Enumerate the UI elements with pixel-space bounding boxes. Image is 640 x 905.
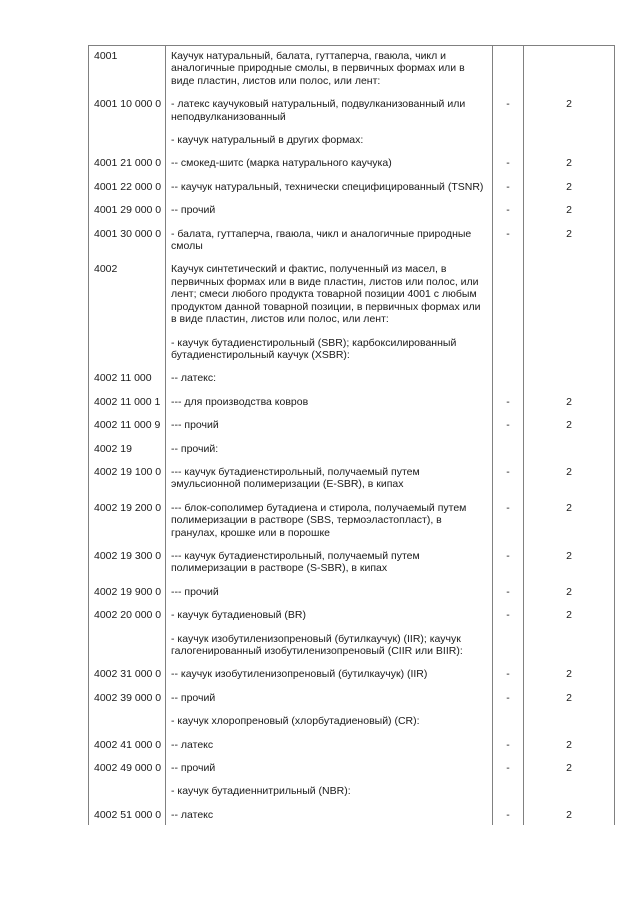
- tariff-table-row: [89, 609, 615, 632]
- commodity-description: -- прочий: [166, 762, 493, 785]
- unit-column-value: -: [493, 739, 524, 762]
- commodity-description: -- латекс: [166, 809, 493, 825]
- unit-column-value: -: [493, 396, 524, 419]
- commodity-code: 4002 51 000 0: [89, 809, 166, 825]
- commodity-description: -- латекс:: [166, 372, 493, 395]
- tariff-table-row: [89, 181, 615, 204]
- commodity-code: 4001 21 000 0: [89, 157, 166, 180]
- unit-column-value: -: [493, 586, 524, 609]
- tariff-table-row: [89, 204, 615, 227]
- unit-column-value: -: [493, 419, 524, 442]
- commodity-description: --- прочий: [166, 419, 493, 442]
- rate-column-value: 2: [524, 157, 615, 180]
- unit-column-value: [493, 443, 524, 466]
- tariff-table-row: [89, 98, 615, 134]
- tariff-table-row: [89, 443, 615, 466]
- rate-column-value: 2: [524, 692, 615, 715]
- tariff-table-row: [89, 396, 615, 419]
- unit-column-value: -: [493, 98, 524, 134]
- tariff-table-row: [89, 134, 615, 157]
- tariff-table-row: [89, 633, 615, 669]
- commodity-description: - каучук бутадиеннитрильный (NBR):: [166, 785, 493, 808]
- commodity-code: [89, 134, 166, 157]
- tariff-table-row: [89, 419, 615, 442]
- rate-column-value: [524, 134, 615, 157]
- commodity-code: 4001 30 000 0: [89, 228, 166, 264]
- unit-column-value: -: [493, 228, 524, 264]
- commodity-description: --- блок-сополимер бутадиена и стирола, получаемый путем полимеризации в растворе (SBS, термоэластопласт), в гранулах, крошке или в порошке: [166, 502, 493, 550]
- unit-column-value: -: [493, 609, 524, 632]
- commodity-code: 4002 19 900 0: [89, 586, 166, 609]
- unit-column-value: [493, 633, 524, 669]
- unit-column-value: -: [493, 157, 524, 180]
- rate-column-value: [524, 263, 615, 336]
- unit-column-value: [493, 785, 524, 808]
- tariff-table-row: [89, 263, 615, 336]
- commodity-code: 4002 41 000 0: [89, 739, 166, 762]
- rate-column-value: 2: [524, 466, 615, 502]
- tariff-table-row: [89, 739, 615, 762]
- commodity-code: 4001 22 000 0: [89, 181, 166, 204]
- tariff-table-row: [89, 809, 615, 825]
- rate-column-value: 2: [524, 419, 615, 442]
- tariff-table-row: [89, 157, 615, 180]
- commodity-description: - каучук бутадиенстирольный (SBR); карбоксилированный бутадиенстирольный каучук (XSBR):: [166, 337, 493, 373]
- unit-column-value: -: [493, 204, 524, 227]
- commodity-code: 4001: [89, 46, 166, 99]
- tariff-table-row: [89, 586, 615, 609]
- commodity-description: Каучук синтетический и фактис, полученный из масел, в первичных формах или в виде пластин, листов или полос, или лент; смеси любого продукта товарной позиции 4001 с любым продуктом данной товарной позиции, в первичных формах или в виде пластин, листов или полос, или лент:: [166, 263, 493, 336]
- unit-column-value: [493, 715, 524, 738]
- rate-column-value: [524, 46, 615, 99]
- commodity-code: [89, 337, 166, 373]
- commodity-code: 4002 49 000 0: [89, 762, 166, 785]
- tariff-table-row: [89, 466, 615, 502]
- rate-column-value: [524, 443, 615, 466]
- rate-column-value: [524, 337, 615, 373]
- rate-column-value: [524, 633, 615, 669]
- commodity-description: -- прочий:: [166, 443, 493, 466]
- rate-column-value: 2: [524, 550, 615, 586]
- commodity-description: --- прочий: [166, 586, 493, 609]
- commodity-code: 4002 39 000 0: [89, 692, 166, 715]
- rate-column-value: 2: [524, 609, 615, 632]
- unit-column-value: [493, 263, 524, 336]
- unit-column-value: -: [493, 181, 524, 204]
- commodity-description: - каучук хлоропреновый (хлорбутадиеновый) (CR):: [166, 715, 493, 738]
- commodity-code: 4002 19 300 0: [89, 550, 166, 586]
- rate-column-value: 2: [524, 181, 615, 204]
- tariff-table-row: [89, 46, 615, 99]
- commodity-description: - латекс каучуковый натуральный, подвулканизованный или неподвулканизованный: [166, 98, 493, 134]
- commodity-description: Каучук натуральный, балата, гуттаперча, гваюла, чикл и аналогичные природные смолы, в первичных формах или в виде пластин, листов или полос, или лент:: [166, 46, 493, 99]
- commodity-code: 4002 19 200 0: [89, 502, 166, 550]
- tariff-table-row: [89, 502, 615, 550]
- unit-column-value: -: [493, 668, 524, 691]
- tariff-table-body: [89, 46, 615, 826]
- commodity-description: - балата, гуттаперча, гваюла, чикл и аналогичные природные смолы: [166, 228, 493, 264]
- unit-column-value: [493, 46, 524, 99]
- rate-column-value: 2: [524, 809, 615, 825]
- rate-column-value: 2: [524, 502, 615, 550]
- commodity-description: - каучук бутадиеновый (BR): [166, 609, 493, 632]
- tariff-table-row: [89, 668, 615, 691]
- commodity-description: --- каучук бутадиенстирольный, получаемый путем эмульсионной полимеризации (E-SBR), в кипах: [166, 466, 493, 502]
- tariff-table: [88, 45, 615, 825]
- tariff-table-row: [89, 785, 615, 808]
- tariff-table-row: [89, 337, 615, 373]
- unit-column-value: [493, 134, 524, 157]
- rate-column-value: 2: [524, 228, 615, 264]
- commodity-code: 4002 19: [89, 443, 166, 466]
- rate-column-value: 2: [524, 98, 615, 134]
- rate-column-value: 2: [524, 739, 615, 762]
- commodity-description: - каучук изобутиленизопреновый (бутилкаучук) (IIR); каучук галогенированный изобутиленизопреновый (CIIR или BIIR):: [166, 633, 493, 669]
- commodity-code: [89, 785, 166, 808]
- commodity-code: 4002: [89, 263, 166, 336]
- commodity-code: 4002 11 000 9: [89, 419, 166, 442]
- tariff-table-row: [89, 372, 615, 395]
- tariff-table-row: [89, 715, 615, 738]
- commodity-code: 4001 29 000 0: [89, 204, 166, 227]
- commodity-code: 4002 20 000 0: [89, 609, 166, 632]
- unit-column-value: -: [493, 762, 524, 785]
- tariff-table-row: [89, 692, 615, 715]
- rate-column-value: [524, 372, 615, 395]
- tariff-table-row: [89, 228, 615, 264]
- unit-column-value: -: [493, 466, 524, 502]
- commodity-description: -- смокед-шитс (марка натурального каучука): [166, 157, 493, 180]
- unit-column-value: [493, 337, 524, 373]
- rate-column-value: 2: [524, 396, 615, 419]
- commodity-description: - каучук натуральный в других формах:: [166, 134, 493, 157]
- unit-column-value: [493, 372, 524, 395]
- commodity-code: 4002 31 000 0: [89, 668, 166, 691]
- rate-column-value: 2: [524, 586, 615, 609]
- commodity-code: 4002 11 000: [89, 372, 166, 395]
- commodity-code: 4002 11 000 1: [89, 396, 166, 419]
- commodity-description: -- каучук изобутиленизопреновый (бутилкаучук) (IIR): [166, 668, 493, 691]
- rate-column-value: 2: [524, 204, 615, 227]
- commodity-description: -- прочий: [166, 204, 493, 227]
- commodity-description: -- латекс: [166, 739, 493, 762]
- commodity-description: -- каучук натуральный, технически специфицированный (TSNR): [166, 181, 493, 204]
- unit-column-value: -: [493, 502, 524, 550]
- commodity-code: 4002 19 100 0: [89, 466, 166, 502]
- unit-column-value: -: [493, 692, 524, 715]
- tariff-table-row: [89, 550, 615, 586]
- rate-column-value: [524, 785, 615, 808]
- commodity-code: 4001 10 000 0: [89, 98, 166, 134]
- commodity-code: [89, 633, 166, 669]
- commodity-description: --- для производства ковров: [166, 396, 493, 419]
- unit-column-value: -: [493, 809, 524, 825]
- rate-column-value: [524, 715, 615, 738]
- rate-column-value: 2: [524, 762, 615, 785]
- commodity-code: [89, 715, 166, 738]
- unit-column-value: -: [493, 550, 524, 586]
- rate-column-value: 2: [524, 668, 615, 691]
- commodity-description: -- прочий: [166, 692, 493, 715]
- commodity-description: --- каучук бутадиенстирольный, получаемый путем полимеризации в растворе (S-SBR), в кипах: [166, 550, 493, 586]
- tariff-table-row: [89, 762, 615, 785]
